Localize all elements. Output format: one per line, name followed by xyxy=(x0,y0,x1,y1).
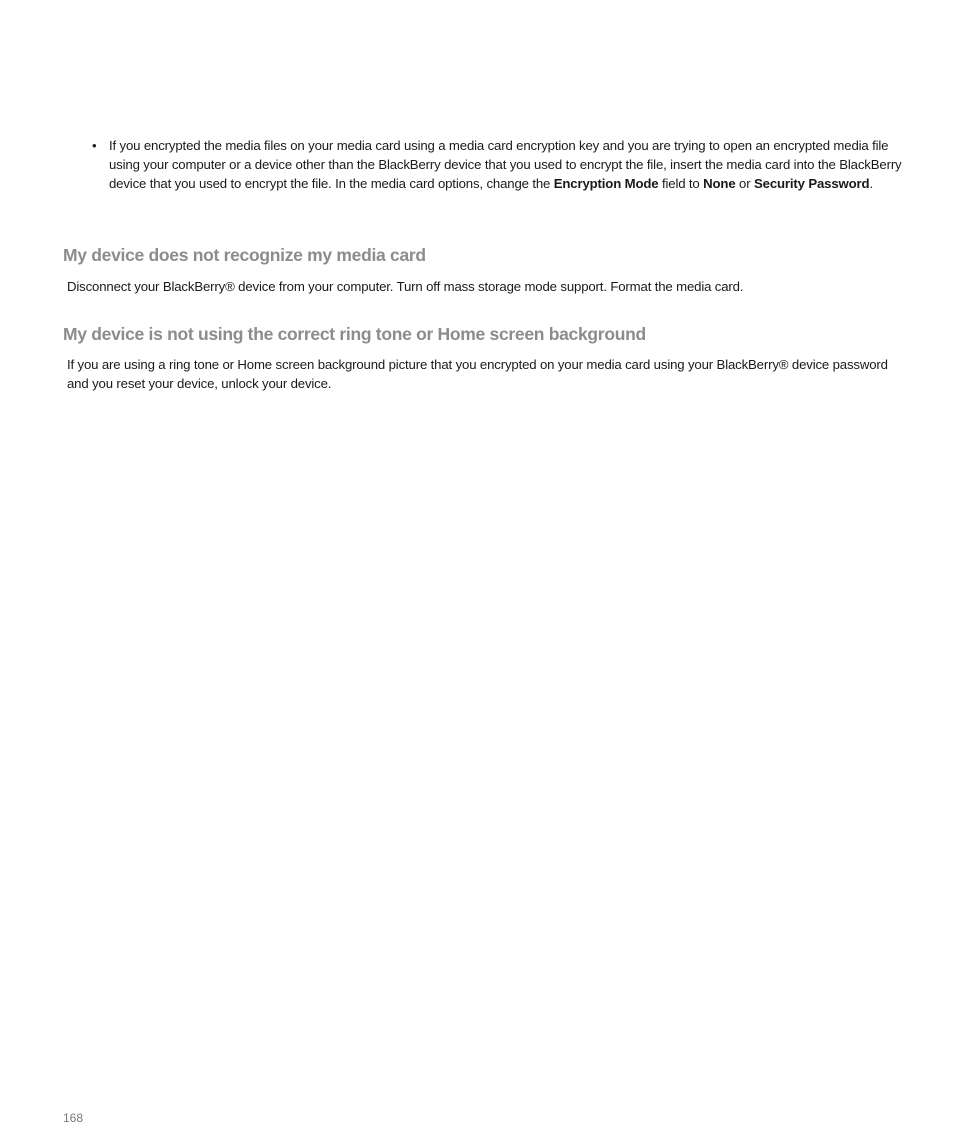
encryption-mode-field-label: Encryption Mode xyxy=(553,176,659,191)
security-password-option-label: Security Password xyxy=(753,176,870,191)
list-item xyxy=(92,136,902,193)
bullet-text-part: or xyxy=(735,176,754,191)
section-body: If you are using a ring tone or Home screen background picture that you encrypted on your media card using your BlackBerry® device password and you reset your device, unlock your device. xyxy=(67,357,888,391)
bullet-text-part: . xyxy=(869,176,873,191)
none-option-label: None xyxy=(703,176,736,191)
section-heading: My device does not recognize my media card xyxy=(63,245,426,265)
bullet-mark: • xyxy=(92,138,97,153)
bullet-text-part: field to xyxy=(658,176,704,191)
bullet-list xyxy=(92,136,902,193)
bullet-text-part: If you encrypted the media files on your media card using a media card encryption key and you are trying to open an encrypted media file using your computer or a device other than the BlackBerry device that you used to encrypt the file, insert the media card into the BlackBerry device that you used to encrypt the file. In the media card options, change the xyxy=(109,138,902,191)
section-heading: My device is not using the correct ring tone or Home screen background xyxy=(63,324,646,344)
section-ring-tone-background xyxy=(63,322,903,393)
section-body: Disconnect your BlackBerry® device from your computer. Turn off mass storage mode support. Format the media card. xyxy=(67,279,744,294)
section-media-card-not-recognized xyxy=(63,243,903,296)
page-number: 168 xyxy=(63,1111,84,1125)
